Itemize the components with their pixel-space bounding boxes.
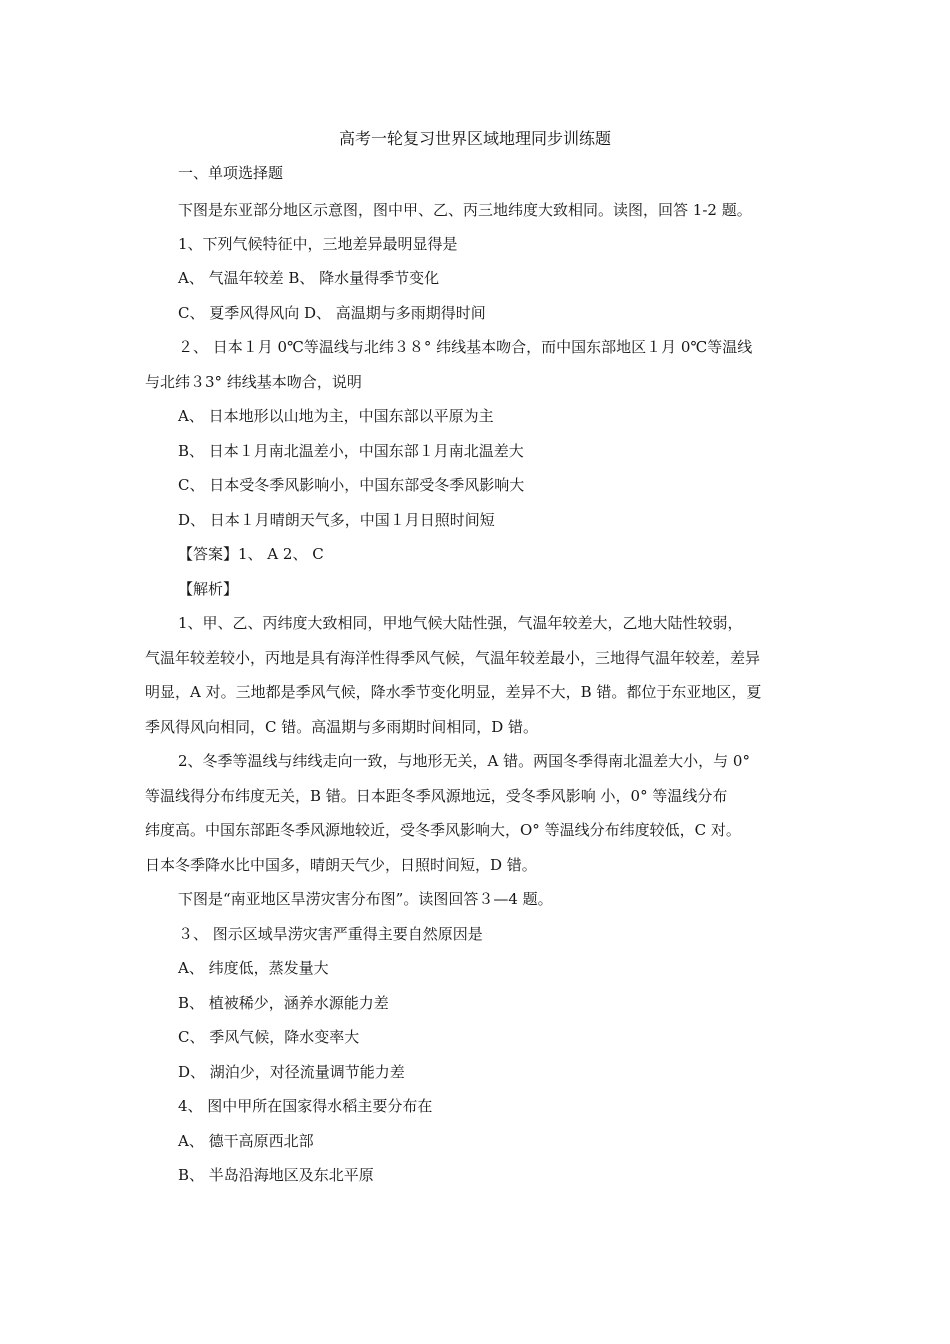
question-2-option-a: A、 日本地形以山地为主，中国东部以平原为主 bbox=[178, 407, 494, 425]
question-3-option-a: A、 纬度低，蒸发量大 bbox=[178, 959, 329, 977]
question-intro-1-2: 下图是东亚部分地区示意图，图中甲、乙、丙三地纬度大致相同。读图，回答 1-2 题。 bbox=[178, 201, 752, 219]
question-intro-3-4: 下图是“南亚地区旱涝灾害分布图”。读图回答３—4 题。 bbox=[178, 890, 553, 908]
question-2-option-d: D、 日本１月晴朗天气多，中国１月日照时间短 bbox=[178, 511, 495, 529]
analysis-heading: 【解析】 bbox=[178, 580, 239, 598]
analysis-1-line-1: 1、甲、乙、丙纬度大致相同，甲地气候大陆性强，气温年较差大，乙地大陆性较弱， bbox=[178, 614, 743, 632]
analysis-1-line-4: 季风得风向相同，C 错。高温期与多雨期时间相同，D 错。 bbox=[145, 718, 539, 736]
question-1-options-ab: A、 气温年较差 B、 降水量得季节变化 bbox=[178, 269, 440, 287]
question-2-option-c: C、 日本受冬季风影响小，中国东部受冬季风影响大 bbox=[178, 476, 525, 494]
question-2-line-1: ２、 日本１月 0℃等温线与北纬３８° 纬线基本吻合，而中国东部地区１月 0℃等温线 bbox=[178, 338, 753, 356]
analysis-1-line-3: 明显，A 对。三地都是季风气候，降水季节变化明显，差异不大，B 错。都位于东亚地区，夏 bbox=[145, 683, 762, 701]
document-title: 高考一轮复习世界区域地理同步训练题 bbox=[338, 129, 611, 148]
question-3: ３、 图示区域旱涝灾害严重得主要自然原因是 bbox=[178, 925, 483, 943]
section-heading: 一、单项选择题 bbox=[178, 164, 284, 182]
analysis-2-line-4: 日本冬季降水比中国多，晴朗天气少，日照时间短，D 错。 bbox=[145, 856, 537, 874]
question-3-option-c: C、 季风气候，降水变率大 bbox=[178, 1028, 360, 1046]
analysis-2-line-2: 等温线得分布纬度无关，B 错。日本距冬季风源地远，受冬季风影响 小，0° 等温线分布 bbox=[145, 787, 728, 805]
answer-line: 【答案】1、 A 2、 C bbox=[178, 545, 324, 563]
question-3-option-d: D、 湖泊少，对径流量调节能力差 bbox=[178, 1063, 405, 1081]
question-2-option-b: B、 日本１月南北温差小，中国东部１月南北温差大 bbox=[178, 442, 524, 460]
question-4: 4、 图中甲所在国家得水稻主要分布在 bbox=[178, 1097, 433, 1115]
analysis-2-line-1: 2、冬季等温线与纬线走向一致，与地形无关，A 错。两国冬季得南北温差大小，与 0° bbox=[178, 752, 750, 770]
question-3-option-b: B、 植被稀少，涵养水源能力差 bbox=[178, 994, 389, 1012]
question-2-line-2: 与北纬３3° 纬线基本吻合，说明 bbox=[145, 373, 362, 391]
question-4-option-b: B、 半岛沿海地区及东北平原 bbox=[178, 1166, 374, 1184]
question-1: 1、下列气候特征中，三地差异最明显得是 bbox=[178, 235, 458, 253]
question-1-options-cd: C、 夏季风得风向 D、 高温期与多雨期得时间 bbox=[178, 304, 486, 322]
analysis-1-line-2: 气温年较差较小，丙地是具有海洋性得季风气候，气温年较差最小，三地得气温年较差，差异 bbox=[145, 649, 761, 667]
question-4-option-a: A、 德干高原西北部 bbox=[178, 1132, 314, 1150]
analysis-2-line-3: 纬度高。中国东部距冬季风源地较近，受冬季风影响大，O° 等温线分布纬度较低，C 对。 bbox=[145, 821, 741, 839]
